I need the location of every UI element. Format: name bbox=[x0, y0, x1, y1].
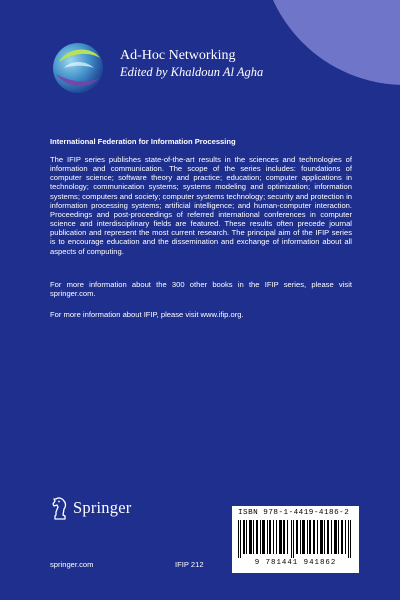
ifip-info-note: For more information about IFIP, please visit www.ifip.org. bbox=[50, 310, 244, 319]
series-number: IFIP 212 bbox=[175, 560, 204, 569]
series-description: The IFIP series publishes state-of-the-art results in the sciences and technologies of information and communication. The scope of the series includes: foundations of computer science; software theory and practice; education; computer applications in technology; communication systems; systems modeling and optimization; information systems; computers and society; computer systems technology; security and protection in information processing systems; artificial intelligence; and human-computer interaction. Proceedings and post-proceedings of referred international conferences in computer science and interdisciplinary fields are featured. These results often precede journal publication and represent the most current research. The principal aim of the IFIP series is to encourage education and the dissemination and exchange of information about all aspects of computing. bbox=[50, 155, 352, 256]
springer-knight-icon bbox=[50, 495, 70, 521]
book-title: Ad-Hoc Networking bbox=[120, 48, 236, 63]
publisher-url: springer.com bbox=[50, 560, 94, 569]
series-logo-icon bbox=[50, 40, 106, 96]
barcode-number: 9 781441 941862 bbox=[254, 559, 337, 567]
barcode-bars bbox=[238, 520, 353, 558]
section-heading: International Federation for Information Processing bbox=[50, 137, 236, 146]
corner-decoration bbox=[260, 0, 400, 85]
book-editor: Edited by Khaldoun Al Agha bbox=[120, 65, 264, 79]
publisher-logo bbox=[50, 494, 131, 522]
isbn-label: ISBN 978-1-4419-4186-2 bbox=[238, 509, 350, 517]
isbn-barcode bbox=[232, 506, 359, 573]
publisher-name: Springer bbox=[73, 498, 132, 517]
more-books-note: For more information about the 300 other books in the IFIP series, please visit springer.com. bbox=[50, 280, 352, 299]
